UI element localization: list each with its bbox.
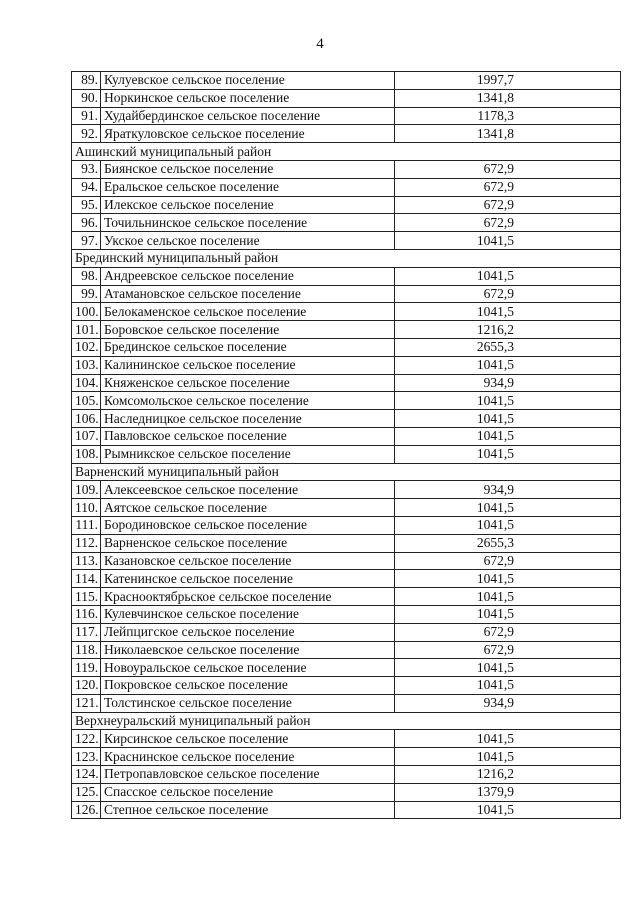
table-row	[72, 588, 621, 606]
table-row	[72, 125, 621, 143]
allocation-value: 1041,5	[395, 659, 621, 677]
row-number: 107.	[72, 427, 101, 445]
table-row	[72, 783, 621, 801]
table-row	[72, 605, 621, 623]
settlement-name: Варненское сельское поселение	[101, 534, 395, 552]
table-row	[72, 285, 621, 303]
district-name: Варненский муниципальный район	[72, 463, 621, 481]
allocation-value: 1041,5	[395, 267, 621, 285]
row-number: 102.	[72, 338, 101, 356]
table-row	[72, 107, 621, 125]
row-number: 103.	[72, 356, 101, 374]
settlement-name: Петропавловское сельское поселение	[101, 766, 395, 784]
settlement-name: Кулевчинское сельское поселение	[101, 605, 395, 623]
settlement-name: Новоуральское сельское поселение	[101, 659, 395, 677]
allocation-value: 1178,3	[395, 107, 621, 125]
row-number: 95.	[72, 196, 101, 214]
row-number: 115.	[72, 588, 101, 606]
allocation-value: 1041,5	[395, 445, 621, 463]
settlement-name: Бородиновское сельское поселение	[101, 516, 395, 534]
settlement-name: Толстинское сельское поселение	[101, 694, 395, 712]
allocation-value: 1041,5	[395, 570, 621, 588]
settlement-name: Казановское сельское поселение	[101, 552, 395, 570]
row-number: 113.	[72, 552, 101, 570]
allocation-value: 1041,5	[395, 232, 621, 250]
table-row	[72, 72, 621, 90]
allocation-value: 934,9	[395, 694, 621, 712]
allocation-value: 1041,5	[395, 392, 621, 410]
table-row	[72, 321, 621, 339]
allocation-value: 1041,5	[395, 427, 621, 445]
district-name: Брединский муниципальный район	[72, 249, 621, 267]
row-number: 116.	[72, 605, 101, 623]
row-number: 125.	[72, 783, 101, 801]
row-number: 108.	[72, 445, 101, 463]
table-row	[72, 534, 621, 552]
table-row	[72, 499, 621, 517]
settlement-name: Павловское сельское поселение	[101, 427, 395, 445]
row-number: 118.	[72, 641, 101, 659]
allocation-value: 1041,5	[395, 499, 621, 517]
settlement-name: Краснооктябрьское сельское поселение	[101, 588, 395, 606]
settlement-name: Белокаменское сельское поселение	[101, 303, 395, 321]
settlement-name: Катенинское сельское поселение	[101, 570, 395, 588]
allocation-value: 1341,8	[395, 89, 621, 107]
row-number: 90.	[72, 89, 101, 107]
table-body	[72, 72, 621, 819]
allocation-table	[71, 71, 621, 819]
row-number: 104.	[72, 374, 101, 392]
district-header-row	[72, 463, 621, 481]
settlement-name: Илекское сельское поселение	[101, 196, 395, 214]
row-number: 94.	[72, 178, 101, 196]
table-row	[72, 694, 621, 712]
table-row	[72, 338, 621, 356]
page-number: 4	[316, 36, 324, 52]
allocation-value: 672,9	[395, 214, 621, 232]
table-row	[72, 410, 621, 428]
table-row	[72, 766, 621, 784]
allocation-value: 2655,3	[395, 534, 621, 552]
allocation-value: 1041,5	[395, 588, 621, 606]
row-number: 89.	[72, 72, 101, 90]
settlement-name: Наследницкое сельское поселение	[101, 410, 395, 428]
table-row	[72, 730, 621, 748]
settlement-name: Спасское сельское поселение	[101, 783, 395, 801]
row-number: 99.	[72, 285, 101, 303]
row-number: 106.	[72, 410, 101, 428]
row-number: 92.	[72, 125, 101, 143]
settlement-name: Комсомольское сельское поселение	[101, 392, 395, 410]
allocation-value: 1997,7	[395, 72, 621, 90]
district-header-row	[72, 712, 621, 730]
table-row	[72, 445, 621, 463]
row-number: 126.	[72, 801, 101, 819]
table-row	[72, 748, 621, 766]
settlement-name: Боровское сельское поселение	[101, 321, 395, 339]
settlement-name: Еральское сельское поселение	[101, 178, 395, 196]
district-header-row	[72, 143, 621, 161]
allocation-value: 672,9	[395, 552, 621, 570]
settlement-name: Точильнинское сельское поселение	[101, 214, 395, 232]
row-number: 114.	[72, 570, 101, 588]
settlement-name: Атамановское сельское поселение	[101, 285, 395, 303]
row-number: 124.	[72, 766, 101, 784]
row-number: 119.	[72, 659, 101, 677]
allocation-value: 672,9	[395, 641, 621, 659]
table-row	[72, 356, 621, 374]
row-number: 123.	[72, 748, 101, 766]
table-row	[72, 552, 621, 570]
table-row	[72, 481, 621, 499]
settlement-name: Краснинское сельское поселение	[101, 748, 395, 766]
settlement-name: Аятское сельское поселение	[101, 499, 395, 517]
row-number: 101.	[72, 321, 101, 339]
row-number: 120.	[72, 677, 101, 695]
row-number: 122.	[72, 730, 101, 748]
table-row	[72, 267, 621, 285]
row-number: 105.	[72, 392, 101, 410]
allocation-value: 672,9	[395, 285, 621, 303]
allocation-value: 1041,5	[395, 677, 621, 695]
table-row	[72, 570, 621, 588]
settlement-name: Норкинское сельское поселение	[101, 89, 395, 107]
allocation-value: 1216,2	[395, 321, 621, 339]
settlement-name: Биянское сельское поселение	[101, 160, 395, 178]
row-number: 98.	[72, 267, 101, 285]
allocation-value: 1041,5	[395, 410, 621, 428]
table-row	[72, 214, 621, 232]
table-row	[72, 516, 621, 534]
settlement-name: Худайбердинское сельское поселение	[101, 107, 395, 125]
allocation-value: 672,9	[395, 623, 621, 641]
allocation-value: 934,9	[395, 481, 621, 499]
allocation-value: 1041,5	[395, 516, 621, 534]
table-row	[72, 196, 621, 214]
row-number: 91.	[72, 107, 101, 125]
settlement-name: Покровское сельское поселение	[101, 677, 395, 695]
settlement-name: Андреевское сельское поселение	[101, 267, 395, 285]
allocation-value: 1041,5	[395, 730, 621, 748]
district-header-row	[72, 249, 621, 267]
table-row	[72, 801, 621, 819]
allocation-value: 2655,3	[395, 338, 621, 356]
table-row	[72, 427, 621, 445]
row-number: 109.	[72, 481, 101, 499]
row-number: 96.	[72, 214, 101, 232]
allocation-value: 934,9	[395, 374, 621, 392]
row-number: 97.	[72, 232, 101, 250]
table-row	[72, 623, 621, 641]
table-row	[72, 303, 621, 321]
table-row	[72, 89, 621, 107]
settlement-name: Лейпцигское сельское поселение	[101, 623, 395, 641]
allocation-value: 1341,8	[395, 125, 621, 143]
table-row	[72, 659, 621, 677]
allocation-value: 672,9	[395, 178, 621, 196]
settlement-name: Кирсинское сельское поселение	[101, 730, 395, 748]
row-number: 110.	[72, 499, 101, 517]
table-row	[72, 677, 621, 695]
allocation-value: 1041,5	[395, 748, 621, 766]
district-name: Ашинский муниципальный район	[72, 143, 621, 161]
row-number: 93.	[72, 160, 101, 178]
table-row	[72, 178, 621, 196]
table-row	[72, 232, 621, 250]
table-row	[72, 641, 621, 659]
allocation-value: 1041,5	[395, 303, 621, 321]
allocation-value: 1041,5	[395, 356, 621, 374]
settlement-name: Княженское сельское поселение	[101, 374, 395, 392]
row-number: 121.	[72, 694, 101, 712]
row-number: 112.	[72, 534, 101, 552]
settlement-name: Калининское сельское поселение	[101, 356, 395, 374]
table-row	[72, 160, 621, 178]
table-row	[72, 374, 621, 392]
settlement-name: Рымникское сельское поселение	[101, 445, 395, 463]
table-row	[72, 392, 621, 410]
allocation-value: 1041,5	[395, 801, 621, 819]
row-number: 100.	[72, 303, 101, 321]
allocation-value: 1379,9	[395, 783, 621, 801]
settlement-name: Укское сельское поселение	[101, 232, 395, 250]
settlement-name: Брединское сельское поселение	[101, 338, 395, 356]
allocation-value: 672,9	[395, 196, 621, 214]
settlement-name: Яраткуловское сельское поселение	[101, 125, 395, 143]
district-name: Верхнеуральский муниципальный район	[72, 712, 621, 730]
allocation-value: 1216,2	[395, 766, 621, 784]
allocation-value: 672,9	[395, 160, 621, 178]
settlement-name: Алексеевское сельское поселение	[101, 481, 395, 499]
settlement-name: Николаевское сельское поселение	[101, 641, 395, 659]
settlement-name: Кулуевское сельское поселение	[101, 72, 395, 90]
row-number: 111.	[72, 516, 101, 534]
row-number: 117.	[72, 623, 101, 641]
settlement-name: Степное сельское поселение	[101, 801, 395, 819]
allocation-value: 1041,5	[395, 605, 621, 623]
